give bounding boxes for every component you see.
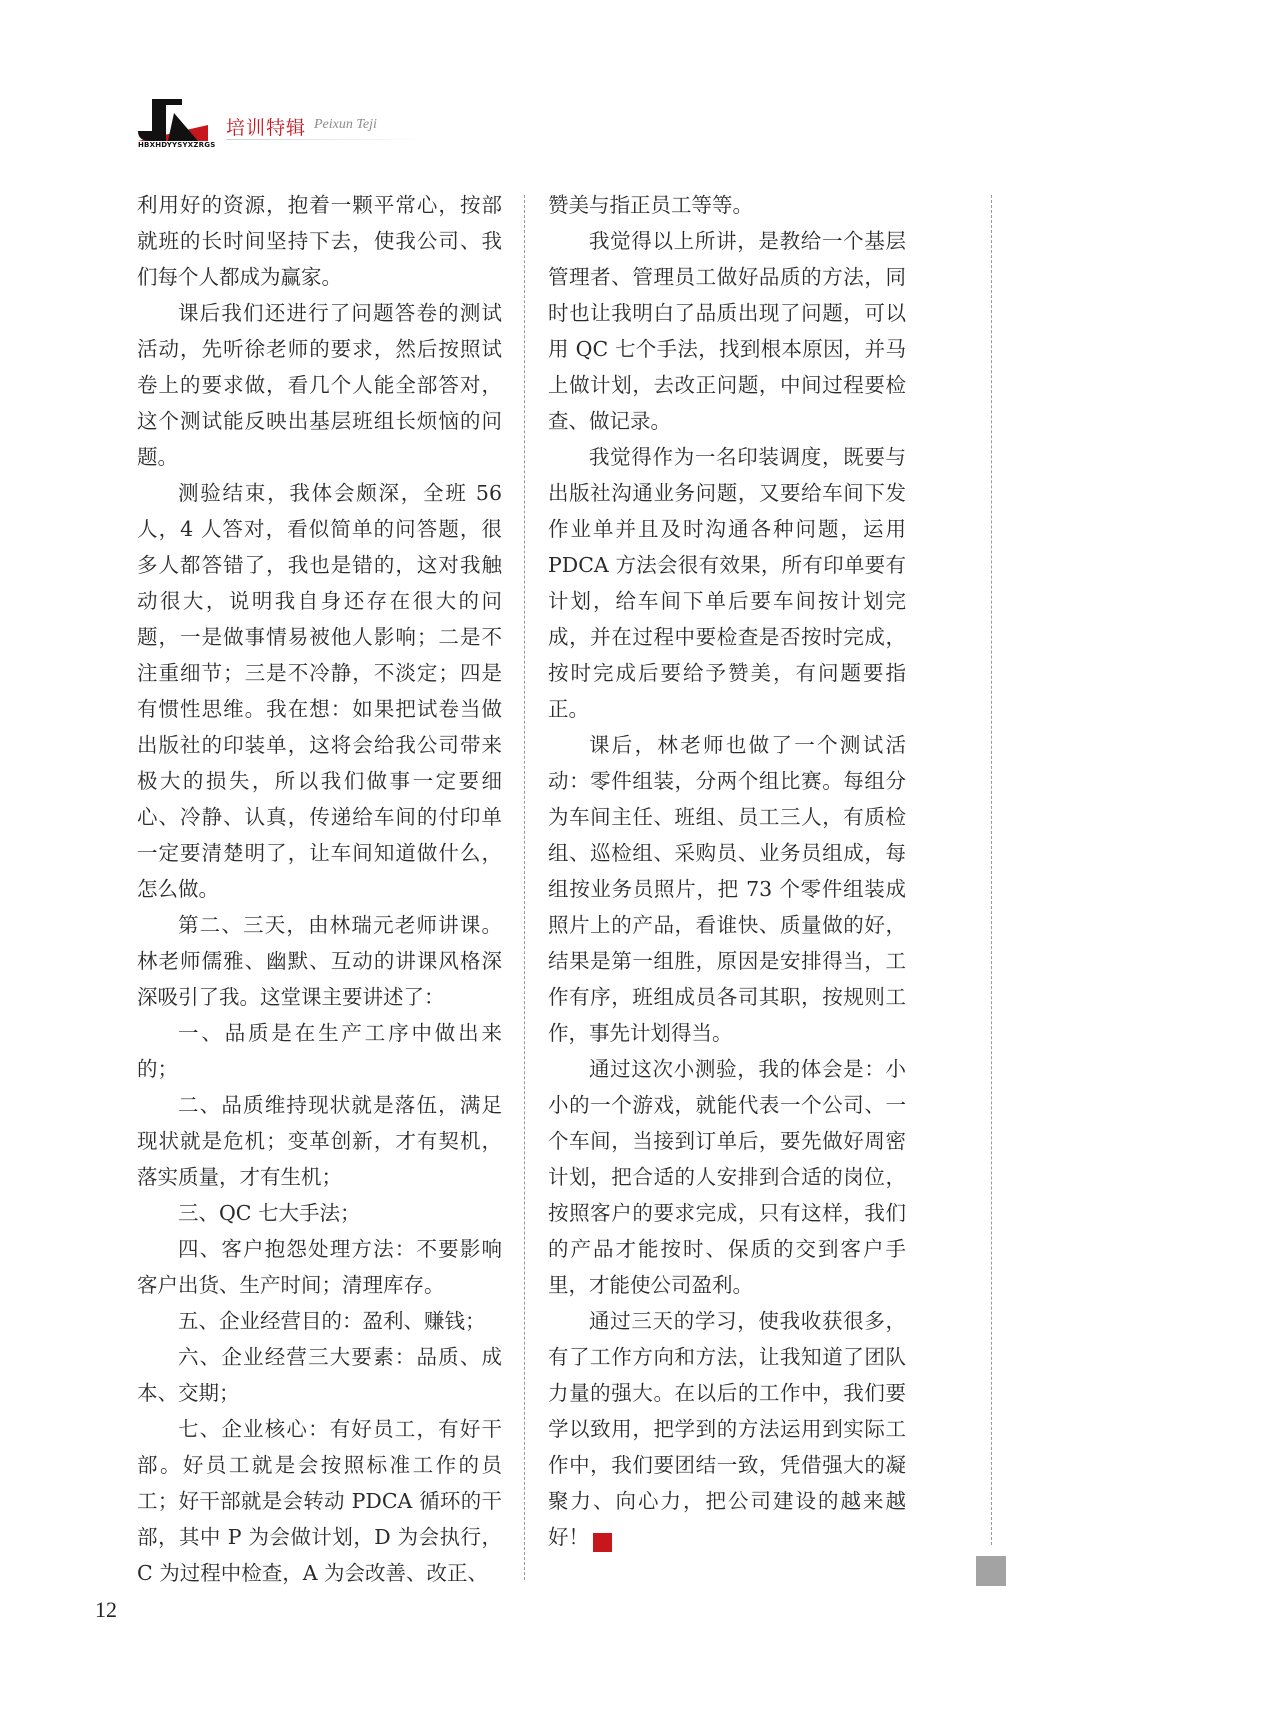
paragraph: 通过这次小测验，我的体会是：小小的一个游戏，就能代表一个公司、一个车间，当接到订单后，要先做好周密计划，把合适的人安排到合适的岗位，按照客户的要求完成，只有这样，我们的产品才能按时、保质的交到客户手里，才能使公司盈利。 (548, 1057, 906, 1297)
list-item: 四、客户抱怨处理方法：不要影响客户出货、生产时间；清理库存。 (137, 1237, 502, 1297)
paragraph: 第二、三天，由林瑞元老师讲课。林老师儒雅、幽默、互动的讲课风格深深吸引了我。这堂课主要讲述了： (137, 913, 502, 1009)
list-item: 五、企业经营目的：盈利、赚钱； (178, 1309, 486, 1333)
paragraph: 测验结束，我体会颇深，全班 56 人，4 人答对，看似简单的问答题，很多人都答错了，我也是错的，这对我触动很大，说明我自身还存在很大的问题，一是做事情易被他人影响；二是不注重细节；三是不冷静，不淡定；四是有惯性思维。我在想：如果把试卷当做出版社的印装单，这将会给我公司带来极大的损失，所以我们做事一定要细心、冷静、认真，传递给车间的付印单一定要清楚明了，让车间知道做什么，怎么做。 (137, 481, 502, 901)
paragraph: 我觉得以上所讲，是教给一个基层管理者、管理员工做好品质的方法，同时也让我明白了品质出现了问题，可以用 QC 七个手法，找到根本原因，并马上做计划，去改正问题，中间过程要检查、做记录。 (548, 229, 906, 433)
page-number: 12 (95, 1597, 117, 1622)
logo-subtext: HBXHDYYSYXZRGS (138, 141, 216, 149)
paragraph-text: 通过三天的学习，使我收获很多，有了工作方向和方法，让我知道了团队力量的强大。在以后的工作中，我们要学以致用，把学到的方法运用到实际工作中，我们要团结一致，凭借强大的凝聚力、向心力，把公司建设的越来越好！ (548, 1309, 906, 1549)
page-edge-tab (976, 1556, 1006, 1586)
list-item: 六、企业经营三大要素：品质、成本、交期； (137, 1345, 502, 1405)
paragraph: 赞美与指正员工等等。 (548, 193, 753, 217)
end-mark-icon: 新 (593, 1533, 612, 1552)
paragraph: 利用好的资源，抱着一颗平常心，按部就班的长时间坚持下去，使我公司、我们每个人都成为赢家。 (137, 193, 502, 289)
page-header (138, 95, 438, 155)
column-divider (524, 195, 525, 1580)
section-title-cn: 培训特辑 (226, 117, 307, 139)
header-rule (226, 139, 426, 140)
paragraph: 我觉得作为一名印装调度，既要与出版社沟通业务问题，又要给车间下发作业单并且及时沟通各种问题，运用 PDCA 方法会很有效果，所有印单要有计划，给车间下单后要车间按计划完成，并在过程中要检查是否按时完成，按时完成后要给予赞美，有问题要指正。 (548, 445, 906, 721)
list-item: 七、企业核心：有好员工，有好干部。好员工就是会按照标准工作的员工；好干部就是会转动 PDCA 循环的干部，其中 P 为会做计划，D 为会执行，C 为过程中检查，A 为会改善、改正、 (137, 1417, 502, 1585)
paragraph (548, 1303, 906, 1555)
list-item: 二、品质维持现状就是落伍，满足现状就是危机；变革创新，才有契机，落实质量，才有生机； (137, 1093, 502, 1189)
paragraph: 课后，林老师也做了一个测试活动：零件组装，分两个组比赛。每组分为车间主任、班组、员工三人，有质检组、巡检组、采购员、业务员组成，每组按业务员照片，把 73 个零件组装成照片上的产品，看谁快、质量做的好，结果是第一组胜，原因是安排得当，工作有序，班组成员各司其职，按规则工作，事先计划得当。 (548, 733, 906, 1045)
magazine-logo-icon (138, 95, 208, 147)
paragraph: 课后我们还进行了问题答卷的测试活动，先听徐老师的要求，然后按照试卷上的要求做，看几个人能全部答对，这个测试能反映出基层班组长烦恼的问题。 (137, 301, 502, 469)
list-item: 三、QC 七大手法； (178, 1201, 361, 1225)
right-column (548, 187, 906, 1555)
column-divider (991, 195, 992, 1545)
section-title-en: Peixun Teji (314, 117, 377, 132)
left-column (137, 187, 502, 1591)
list-item: 一、品质是在生产工序中做出来的； (137, 1021, 502, 1081)
